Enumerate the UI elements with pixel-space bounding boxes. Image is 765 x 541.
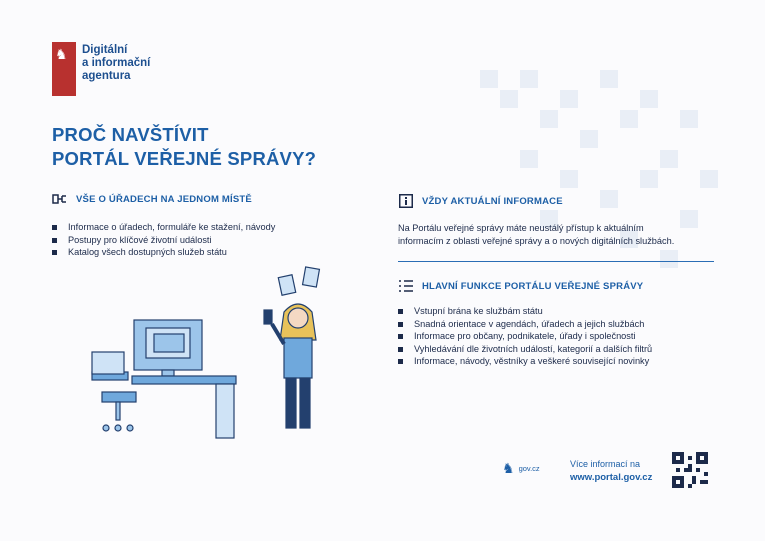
info-para-line: informacím z oblasti veřejné správy a o nových digitálních službách. [398,236,675,246]
info-para-line: Na Portálu veřejné správy máte neustálý přístup k aktuálním [398,223,644,233]
building-network-icon [52,192,68,206]
numbered-list-icon [398,279,414,293]
functions-heading [398,279,643,293]
section-divider [398,261,714,262]
offices-list [52,221,275,259]
more-info-label: Více informací na [570,459,641,469]
lion-icon: ♞ [502,460,515,476]
gov-cz-logo [502,460,540,477]
list-item: Postupy pro klíčové životní události [52,234,275,247]
list-item: Informace pro občany, podnikatele, úřady i společnosti [398,330,652,343]
list-item: Informace, návody, věstníky a veškeré související novinky [398,355,652,368]
page-title [52,123,316,171]
functions-heading-text: HLAVNÍ FUNKCE PORTÁLU VEŘEJNÉ SPRÁVY [422,280,644,292]
info-icon [398,194,414,208]
agency-logo-text [82,44,150,83]
list-item: Snadná orientace v agendách, úřadech a jejich službách [398,318,652,331]
offices-heading-text: VŠE O ÚŘADECH NA JEDNOM MÍSTĚ [76,193,252,205]
list-item: Katalog všech dostupných služeb státu [52,246,275,259]
list-item: Informace o úřadech, formuláře ke stažení, návody [52,221,275,234]
title-line-2: PORTÁL VEŘEJNÉ SPRÁVY? [52,148,317,169]
info-paragraph [398,222,674,248]
functions-list [398,305,652,368]
list-item: Vstupní brána ke službám státu [398,305,652,318]
logo-line: agentura [82,70,131,82]
info-heading [398,194,563,208]
office-illustration [88,262,338,442]
title-line-1: PROČ NAVŠTÍVIT [52,124,209,145]
lion-emblem-icon: ♞ [55,46,68,62]
info-heading-text: VŽDY AKTUÁLNÍ INFORMACE [422,195,563,207]
logo-line: Digitální [82,44,128,56]
logo-line: a informační [82,57,151,69]
footer-more-info [570,458,652,484]
portal-url-link[interactable]: www.portal.gov.cz [570,472,653,483]
gov-cz-label: gov.cz [518,464,540,473]
list-item: Vyhledávání dle životních událostí, kategorií a dalších filtrů [398,343,652,356]
offices-heading [52,192,252,206]
qr-code[interactable] [672,452,708,488]
